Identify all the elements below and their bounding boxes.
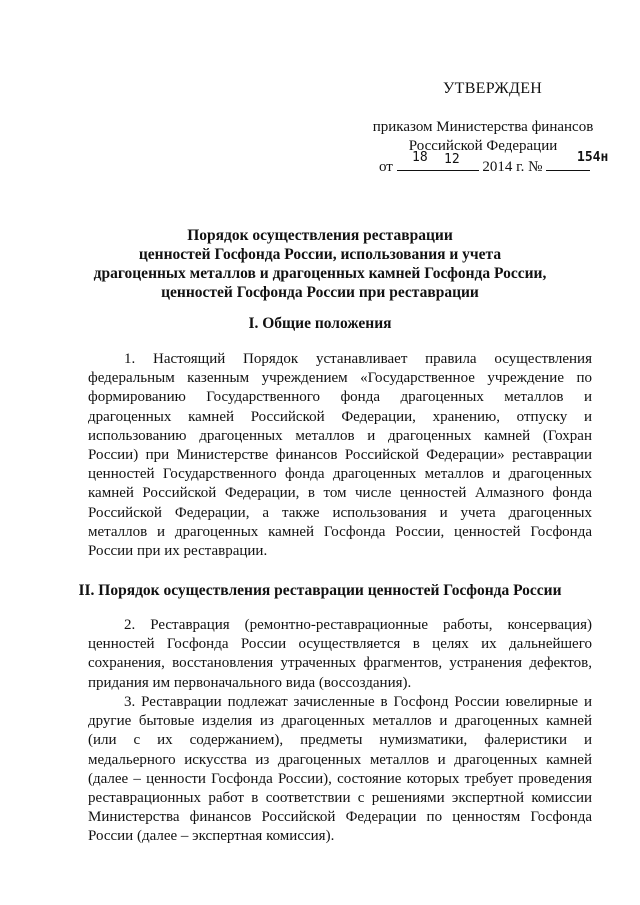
paragraph-line: 2. Реставрация (ремонтно-реставрационные работы, консервация)	[124, 617, 592, 633]
paragraph-2	[88, 616, 592, 693]
paragraph-line: России) при Министерстве финансов Российской Федерации» реставрации	[88, 446, 592, 463]
paragraph-line: федеральным казенным учреждением «Государственное учреждение по	[88, 370, 592, 387]
title-line: драгоценных металлов и драгоценных камней Госфонда России,	[93, 265, 547, 282]
approval-stamp-heading: УТВЕРЖДЕН	[443, 80, 543, 97]
paragraph-line: России (далее – экспертная комиссия).	[88, 828, 335, 845]
paragraph-line: другие бытовые изделия из драгоценных металлов и драгоценных камней	[88, 713, 592, 730]
section-2-heading: II. Порядок осуществления реставрации ценностей Госфонда России	[78, 582, 562, 599]
paragraph-line: формированию Государственного фонда драгоценных металлов и	[88, 389, 592, 406]
title-line: ценностей Госфонда России при реставрации	[161, 284, 479, 301]
date-year-label: 2014 г. №	[482, 159, 543, 175]
paragraph-line: придания им первоначального вида (воссоздания).	[88, 674, 412, 691]
paragraph-line: России при их реставрации.	[88, 542, 268, 559]
paragraph-line: камней Российской Федерации, в том числе ценностей Алмазного фонда	[88, 485, 592, 502]
paragraph-line: (далее – ценности Госфонда России), состояние которых требует проведения	[88, 770, 592, 787]
paragraph-line: сохранения, восстановления утраченных фрагментов, устранения дефектов,	[88, 655, 592, 672]
order-reference	[363, 118, 603, 156]
paragraph-line: Министерства финансов Российской Федерации по ценностям Госфонда	[88, 809, 592, 826]
paragraph-line: (или с их содержанием), предметы нумизматики, фалеристики и	[88, 732, 592, 749]
paragraph-line: ценностей Госфонда России осуществляется в целях их дальнейшего	[88, 636, 592, 653]
order-line-2: Российской Федерации	[408, 138, 558, 154]
title-line: ценностей Госфонда России, использования и учета	[138, 246, 502, 263]
paragraph-line: Российской Федерации, а также использования и учета драгоценных	[88, 504, 592, 521]
paragraph-line: 3. Реставрации подлежат зачисленные в Госфонд России ювелирные и	[124, 694, 592, 710]
handwritten-month: 12	[444, 152, 460, 167]
handwritten-order-number: 154н	[577, 150, 609, 165]
paragraph-line: ценностей Государственного фонда драгоценных металлов и драгоценных	[88, 466, 592, 483]
date-prefix: от	[379, 159, 393, 175]
paragraph-line: медальерного искусства из драгоценных металлов и драгоценных камней	[88, 751, 592, 768]
paragraph-line: использованию драгоценных металлов и драгоценных камней (Гохран	[88, 427, 592, 444]
paragraph-line: драгоценных камней Российской Федерации, хранению, отпуску и	[88, 408, 592, 425]
document-title	[0, 226, 640, 302]
section-1-heading: I. Общие положения	[248, 315, 392, 332]
paragraph-line: 1. Настоящий Порядок устанавливает правила осуществления	[124, 351, 592, 367]
paragraph-line: металлов и драгоценных камней Госфонда России, ценностей Госфонда	[88, 523, 592, 540]
paragraph-1	[88, 350, 592, 561]
paragraph-line: реставрационных работ в соответствии с решениями экспертной комиссии	[88, 789, 592, 806]
order-line-1: приказом Министерства финансов	[372, 119, 594, 135]
date-blank	[397, 156, 479, 171]
paragraph-3	[88, 693, 592, 847]
title-line: Порядок осуществления реставрации	[187, 227, 453, 244]
order-date-number-line	[379, 150, 609, 176]
handwritten-day: 18	[412, 150, 428, 165]
